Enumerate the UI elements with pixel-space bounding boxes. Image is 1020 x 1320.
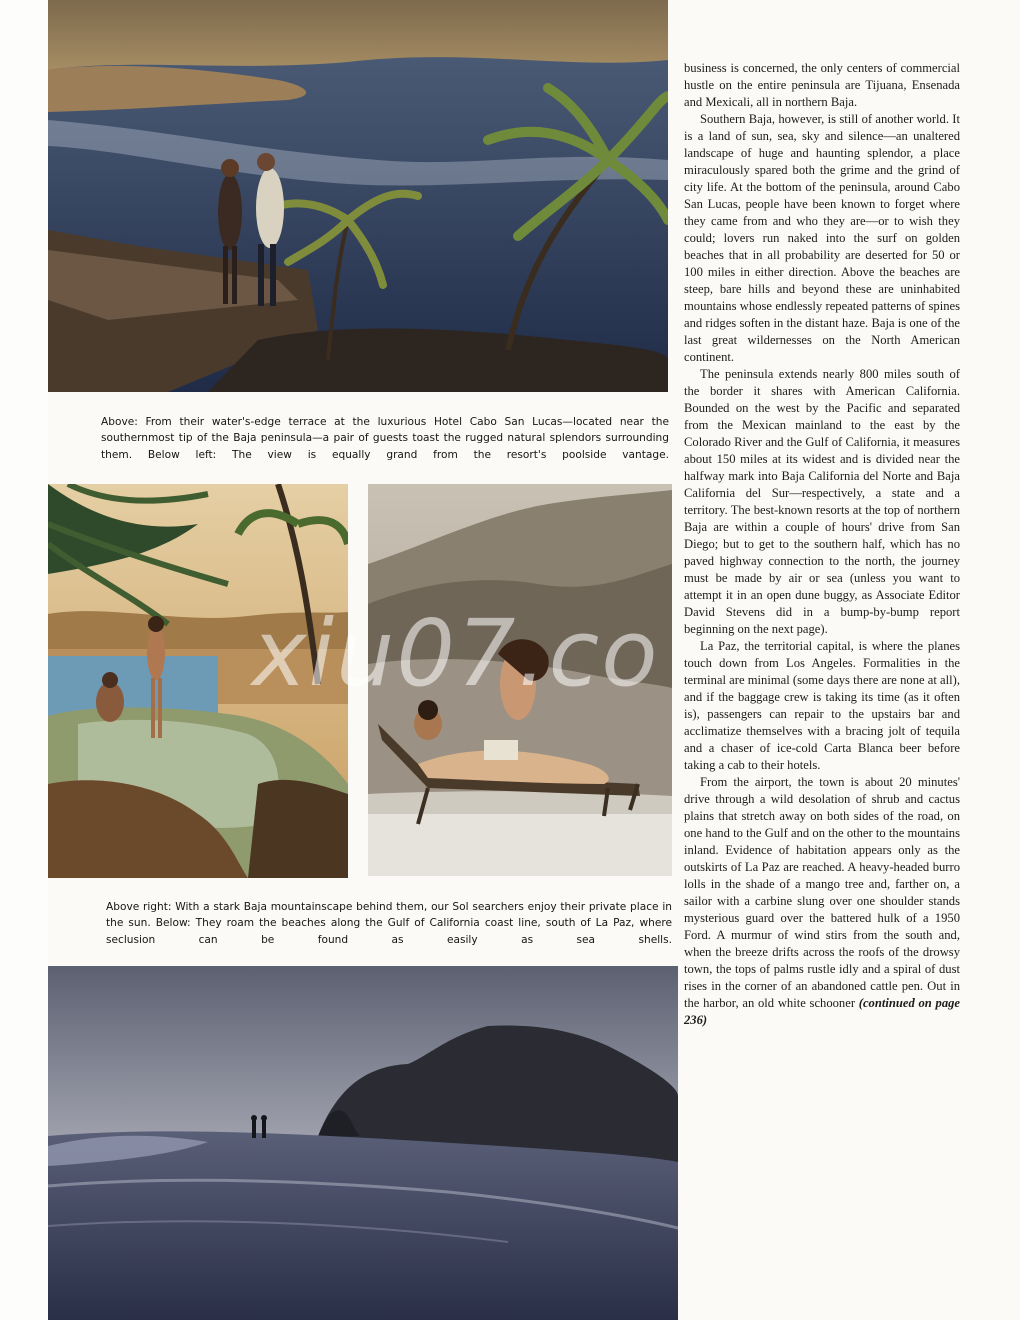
continued-note: (continued on page 236) — [684, 996, 961, 1027]
watermark-text: xiu07.co — [252, 600, 660, 707]
photo-poolside — [48, 484, 348, 878]
article-paragraph-3: The peninsula extends nearly 800 miles south of the border it shares with American California. Bounded on the west by the Pacific and separated from the Mexican mainland to the east by the Colorado River and the Gulf of California, it measures about 150 miles at its widest and is divided near the halfway mark into Baja California del Norte and Baja California del Sur—respectively, a state and a territory. The best-known resorts at the top of northern Baja are within a couple of hours' drive from San Diego; but to get to the southern half, which has no paved highway connection to the north, the journey must be made by air or sea (unless you want to attempt it in an open dune buggy, as Associate Editor David Stevens did in a bump-by-bump report beginning on the next page). — [684, 367, 960, 636]
page-gutter — [0, 0, 48, 1320]
photo-beach-dusk — [48, 966, 678, 1320]
article-paragraph-4: La Paz, the territorial capital, is where the planes touch down from Los Angeles. Formalities in the terminal are minimal (some days there are none at all), and if the baggage crew is taking its time (as it often is), passengers can repair to the upstairs bar and acclimatize themselves with a bracing jolt of tequila and a chaser of ice-cold Carta Blanca beer before taking a cab to their hotels. — [684, 639, 960, 772]
article-paragraph-1: business is concerned, the only centers of commercial hustle on the entire peninsula are Tijuana, Ensenada and Mexicali, all in northern Baja. — [684, 61, 960, 109]
caption-top: Above: From their water's-edge terrace at the luxurious Hotel Cabo San Lucas—located near the southernmost tip of the Baja peninsula—a pair of guests toast the rugged natural splendors surrounding them. Below left: The view is equally grand from the resort's poolside vantage. — [101, 416, 669, 461]
article-paragraph-2: Southern Baja, however, is still of another world. It is a land of sun, sea, sky and silence—an unaltered landscape of huge and haunting splendor, a place miraculously spared both the grime and the grind of city life. At the bottom of the peninsula, around Cabo San Lucas, people have been known to forget where they came from and who they are—or to wish they could; lovers run naked into the surf on golden beaches that in all probability are deserted for 50 or 100 miles in either direction. Above the beaches are steep, bare hills and beyond these are uninhabited mountains whose endlessly repeated patterns of spines and ridges soften in the distant haze. Baja is one of the last great wildernesses on the North American continent. — [684, 112, 960, 364]
caption-middle: Above right: With a stark Baja mountainscape behind them, our Sol searchers enjoy their private place in the sun. Below: They roam the beaches along the Gulf of California coast line, south of La Paz, where seclusion can be found as easily as sea shells. — [106, 901, 672, 946]
article-column — [684, 60, 960, 1029]
article-paragraph-5-text: From the airport, the town is about 20 minutes' drive through a wild desolation of shrub and cactus plains that stretch away on both sides of the road, on one hand to the Gulf and on the other to the mountains inland. Evidence of habitation appears only as the outskirts of La Paz are reached. A heavy-headed burro lolls in the shade of a mango tree and, farther on, a sailor with a carbine slung over one shoulder stands mysterious guard over the battered hulk of a 1950 Ford. A murmur of wind stirs from the south and, when the breeze drifts across the roofs of the drowsy town, the tops of palms rustle idly and a spiral of dust rises in the corner of an abandoned cattle pen. Out in the harbor, an old white schooner — [684, 775, 960, 1010]
photo-mountain-lounge — [368, 484, 672, 876]
photo-terrace-couple — [48, 0, 668, 392]
article-paragraph-5 — [684, 774, 960, 1029]
